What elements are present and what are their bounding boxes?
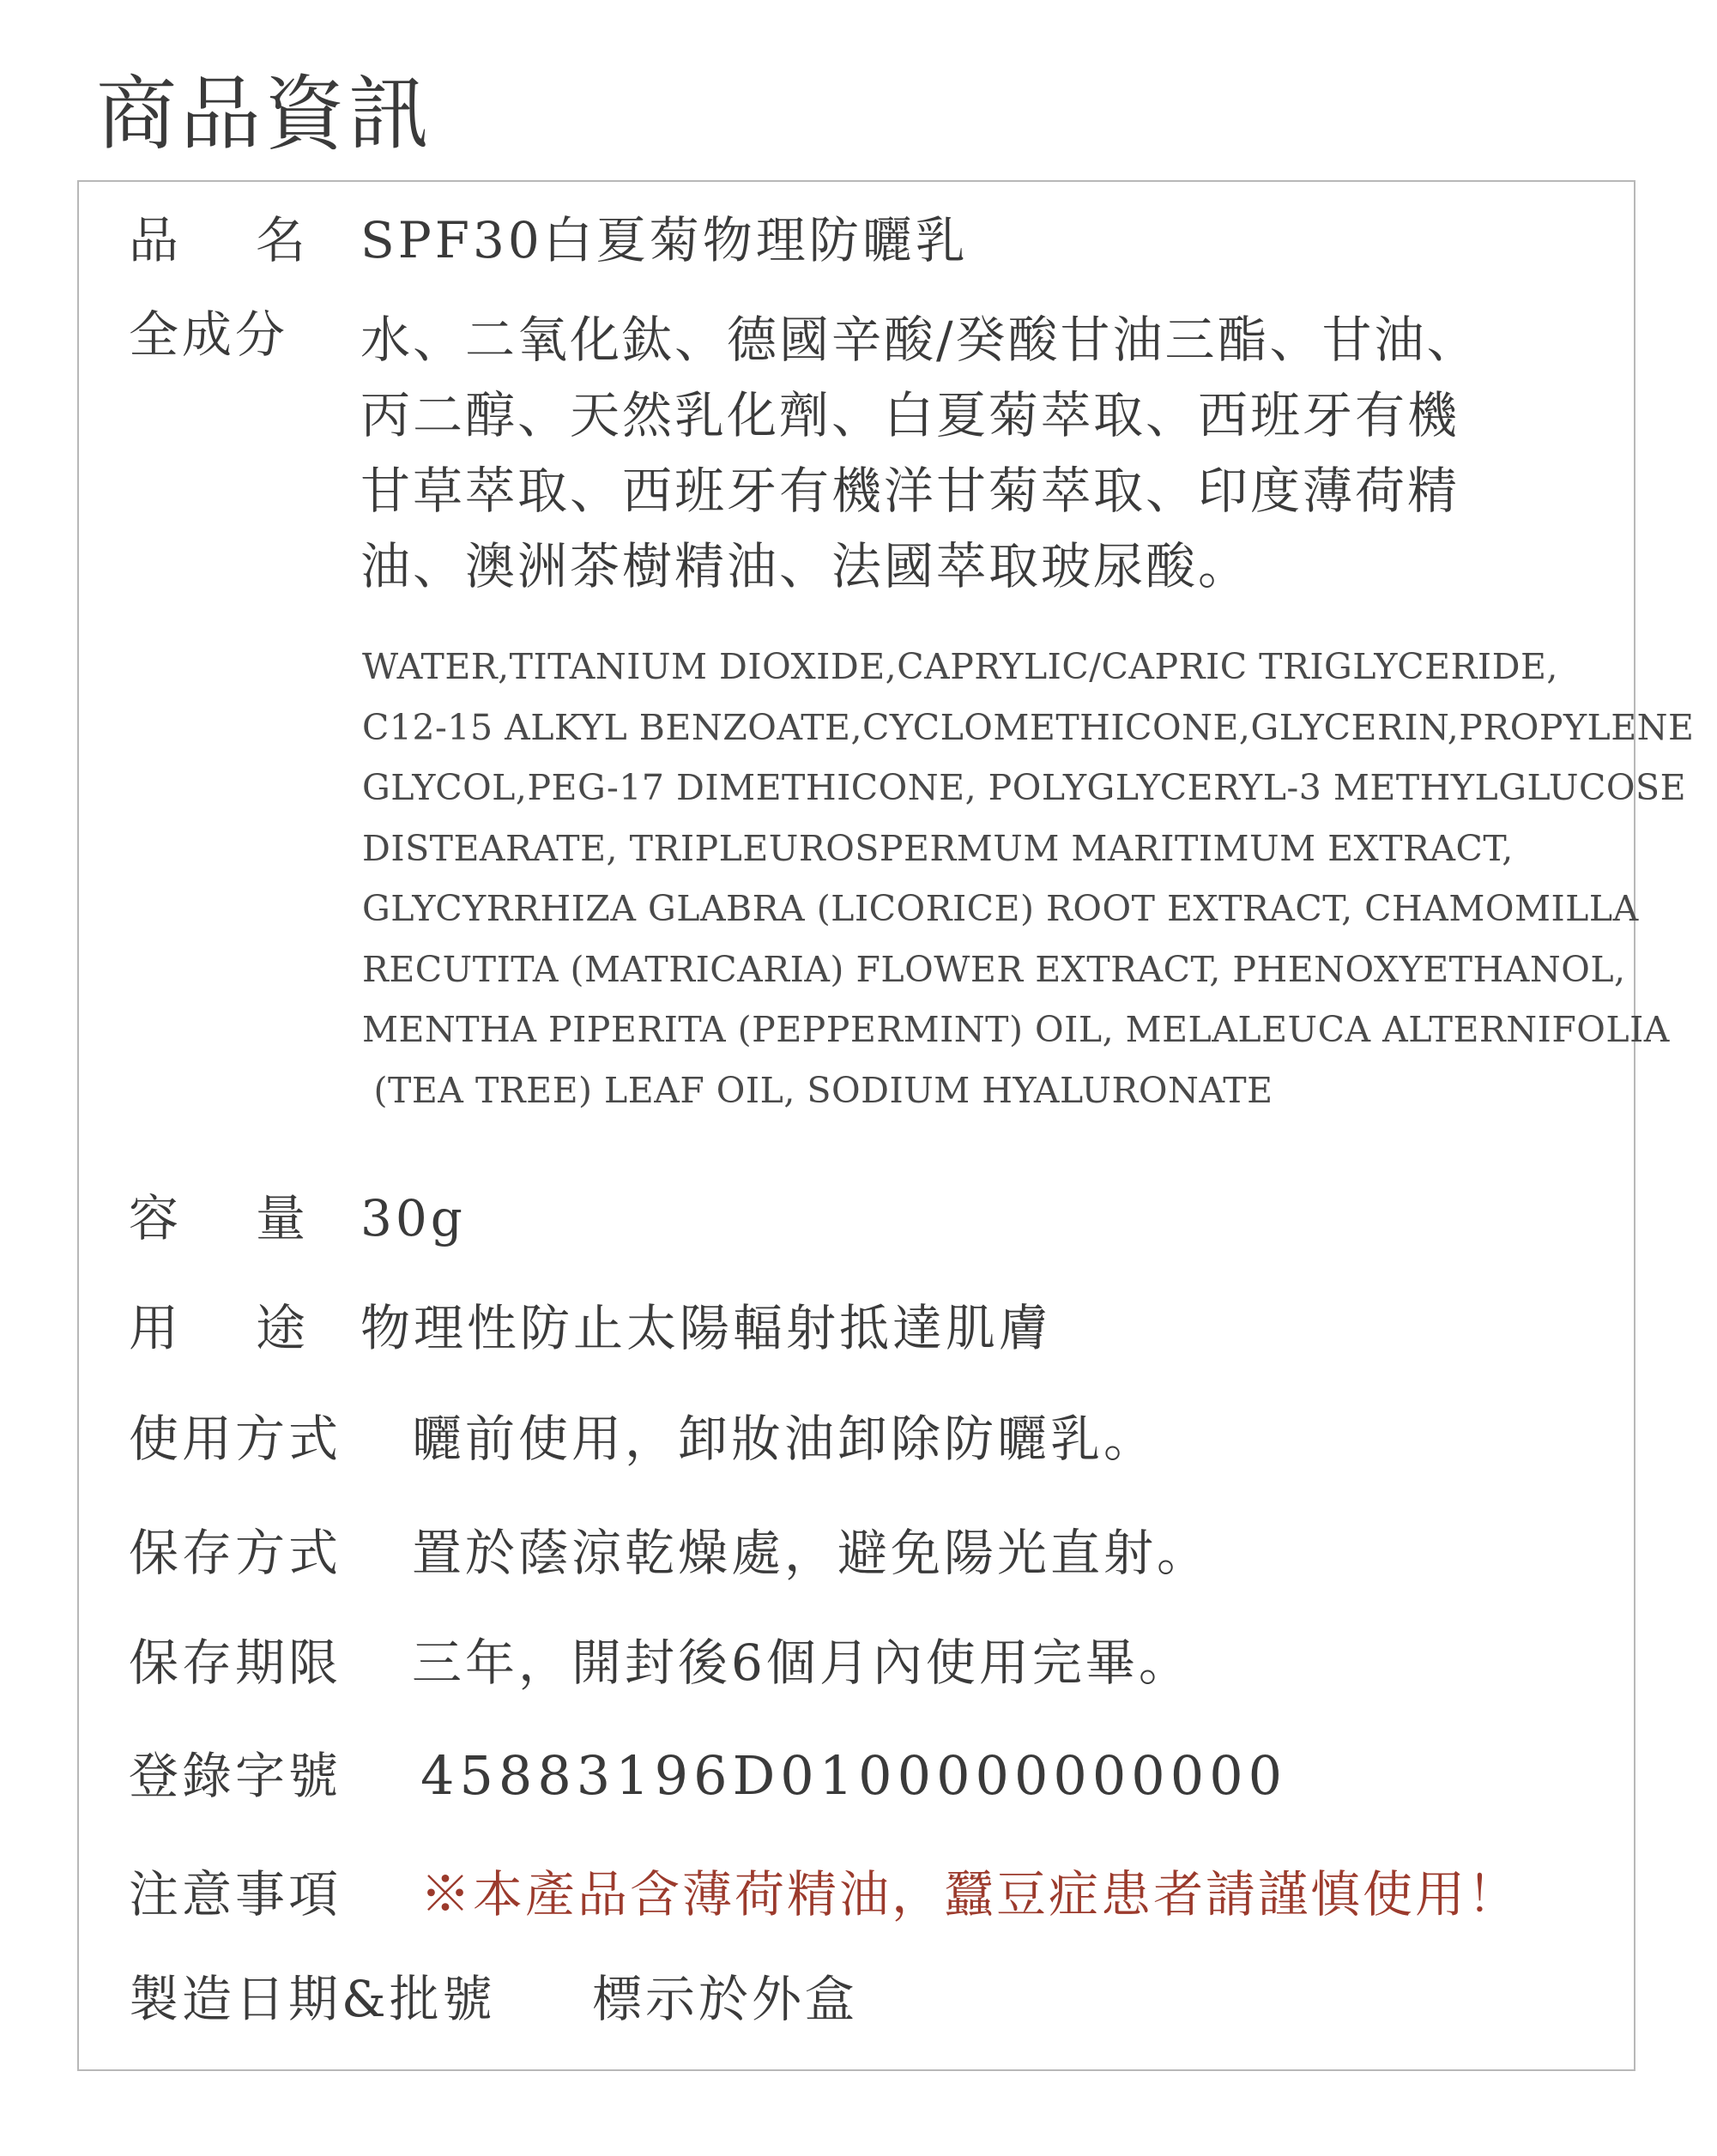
shelf-life-label: 保存期限 — [129, 1634, 342, 1692]
product-name-value: SPF30白夏菊物理防曬乳 — [360, 211, 969, 269]
volume-row — [129, 1186, 1617, 1251]
purpose-row — [129, 1295, 1617, 1361]
usage-value: 曬前使用，卸妝油卸除防曬乳。 — [412, 1410, 1158, 1468]
volume-label — [129, 1186, 309, 1251]
ingredients-en-line: DISTEARATE, TRIPLEUROSPERMUM MARITIMUM EXTRACT, — [362, 827, 1514, 869]
ingredients-cn-line: 甘草萃取、西班牙有機洋甘菊萃取、印度薄荷精 — [360, 462, 1460, 520]
ingredients-label: 全成分 — [129, 305, 289, 364]
page-title: 商品資訊 — [96, 68, 433, 161]
purpose-label — [129, 1295, 309, 1361]
ingredients-en-line: GLYCOL,PEG-17 DIMETHICONE, POLYGLYCERYL-3 METHYLGLUCOSE — [362, 767, 1686, 808]
ingredients-en-line: MENTHA PIPERITA (PEPPERMINT) OIL, MELALEUCA ALTERNIFOLIA — [362, 1009, 1670, 1050]
ingredients-row — [129, 302, 1617, 604]
purpose-label-char-1: 用 — [129, 1299, 183, 1357]
storage-value: 置於蔭涼乾燥處，避免陽光直射。 — [412, 1524, 1211, 1582]
manufacture-label: 製造日期&批號 — [129, 1970, 496, 2028]
product-name-label-char-2: 名 — [255, 211, 309, 269]
volume-value: 30g — [360, 1189, 466, 1247]
manufacture-row — [129, 1966, 1617, 2032]
product-name-label — [129, 208, 309, 273]
usage-label: 使用方式 — [129, 1410, 342, 1468]
shelf-life-value: 三年，開封後6個月內使用完畢。 — [412, 1634, 1192, 1692]
product-name-label-char-1: 品 — [129, 211, 183, 269]
product-name-row — [129, 208, 1617, 273]
ingredients-en-line: (TEA TREE) LEAF OIL, SODIUM HYALURONATE — [362, 1069, 1273, 1111]
usage-row — [129, 1406, 1617, 1471]
notice-label: 注意事項 — [129, 1865, 342, 1923]
volume-label-char-1: 容 — [129, 1189, 183, 1247]
registration-number: 45883196D0100000000000 — [420, 1744, 1288, 1807]
ingredients-cn-line: 水、二氧化鈦、德國辛酸/癸酸甘油三酯、甘油、 — [360, 311, 1479, 369]
storage-label: 保存方式 — [129, 1524, 342, 1582]
ingredients-en-line: GLYCYRRHIZA GLABRA (LICORICE) ROOT EXTRACT, CHAMOMILLA — [362, 888, 1639, 929]
ingredients-en-line: RECUTITA (MATRICARIA) FLOWER EXTRACT, PHENOXYETHANOL, — [362, 948, 1626, 990]
registration-row — [129, 1743, 1617, 1809]
ingredients-en-line: C12-15 ALKYL BENZOATE,CYCLOMETHICONE,GLYCERIN,PROPYLENE — [362, 706, 1695, 748]
purpose-value: 物理性防止太陽輻射抵達肌膚 — [360, 1299, 1053, 1357]
manufacture-value: 標示於外盒 — [592, 1970, 859, 2028]
purpose-label-char-2: 途 — [255, 1299, 309, 1357]
ingredients-en-line: WATER,TITANIUM DIOXIDE,CAPRYLIC/CAPRIC TRIGLYCERIDE, — [362, 646, 1558, 687]
shelf-life-row — [129, 1630, 1617, 1695]
notice-row — [129, 1862, 1617, 1927]
registration-label: 登錄字號 — [129, 1747, 342, 1805]
notice-warning-text: ※本產品含薄荷精油，蠶豆症患者請謹慎使用！ — [420, 1865, 1521, 1923]
volume-label-char-2: 量 — [255, 1189, 309, 1247]
ingredients-cn-line: 油、澳洲茶樹精油、法國萃取玻尿酸。 — [360, 537, 1251, 595]
ingredients-cn-line: 丙二醇、天然乳化劑、白夏菊萃取、西班牙有機 — [360, 386, 1460, 444]
ingredients-cn — [360, 302, 1579, 604]
storage-row — [129, 1520, 1617, 1585]
ingredients-en — [362, 637, 1695, 1120]
product-info-box — [77, 180, 1695, 2071]
